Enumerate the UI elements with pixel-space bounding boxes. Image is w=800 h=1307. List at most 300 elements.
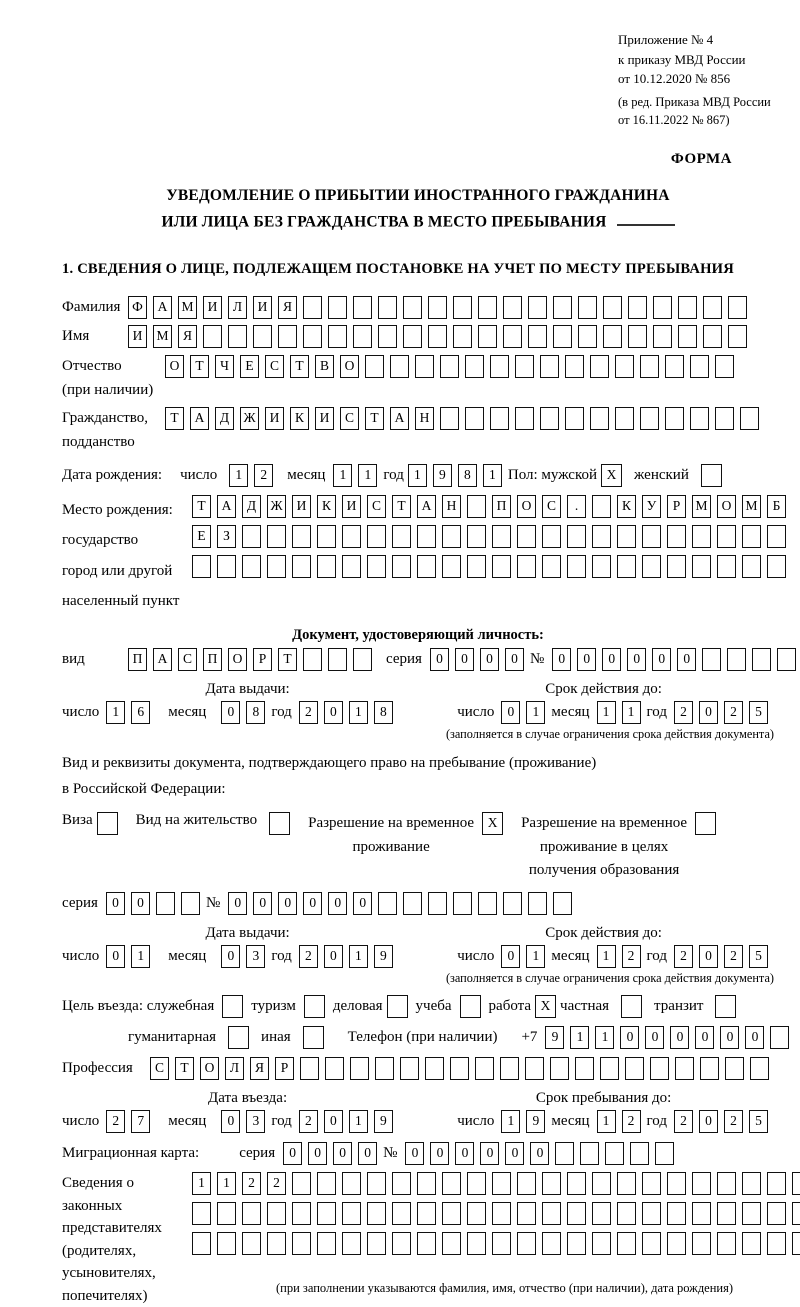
form-cell[interactable] xyxy=(667,1172,686,1195)
form-cell[interactable]: 0 xyxy=(695,1026,714,1049)
form-cell[interactable]: 5 xyxy=(749,701,768,724)
form-cell[interactable] xyxy=(592,495,611,518)
form-cell[interactable] xyxy=(365,355,384,378)
form-cell[interactable]: Т xyxy=(165,407,184,430)
form-cell[interactable] xyxy=(378,296,397,319)
form-cell[interactable]: 0 xyxy=(552,648,571,671)
form-cell[interactable] xyxy=(717,1202,736,1225)
form-cell[interactable]: 2 xyxy=(674,1110,693,1133)
form-cell[interactable] xyxy=(542,1232,561,1255)
form-cell[interactable]: 9 xyxy=(545,1026,564,1049)
form-cell[interactable] xyxy=(728,325,747,348)
form-cell[interactable]: 0 xyxy=(455,648,474,671)
form-cell[interactable] xyxy=(717,1172,736,1195)
form-cell[interactable]: Л xyxy=(228,296,247,319)
form-cell[interactable]: Я xyxy=(178,325,197,348)
form-cell[interactable] xyxy=(400,1057,419,1080)
form-cell[interactable]: С xyxy=(542,495,561,518)
form-cell[interactable]: 0 xyxy=(645,1026,664,1049)
form-cell[interactable]: 9 xyxy=(374,1110,393,1133)
form-cell[interactable] xyxy=(700,1057,719,1080)
form-cell[interactable]: 2 xyxy=(622,1110,641,1133)
form-cell[interactable]: И xyxy=(253,296,272,319)
form-cell[interactable]: С xyxy=(150,1057,169,1080)
form-cell[interactable] xyxy=(442,1172,461,1195)
form-cell[interactable]: 2 xyxy=(674,701,693,724)
form-cell[interactable] xyxy=(492,1202,511,1225)
form-cell[interactable] xyxy=(203,325,222,348)
form-cell[interactable] xyxy=(742,525,761,548)
form-cell[interactable] xyxy=(767,525,786,548)
form-cell[interactable] xyxy=(742,1202,761,1225)
form-cell[interactable]: 0 xyxy=(505,648,524,671)
form-cell[interactable]: 0 xyxy=(505,1142,524,1165)
form-cell[interactable] xyxy=(242,555,261,578)
form-cell[interactable]: Б xyxy=(767,495,786,518)
form-cell[interactable]: 1 xyxy=(597,1110,616,1133)
form-cell[interactable] xyxy=(415,355,434,378)
form-cell[interactable]: И xyxy=(342,495,361,518)
form-cell[interactable]: 5 xyxy=(749,945,768,968)
form-cell[interactable] xyxy=(715,407,734,430)
form-cell[interactable] xyxy=(428,296,447,319)
form-cell[interactable]: Я xyxy=(250,1057,269,1080)
form-cell[interactable] xyxy=(590,407,609,430)
form-cell[interactable] xyxy=(625,1057,644,1080)
form-cell[interactable]: 0 xyxy=(670,1026,689,1049)
form-cell[interactable] xyxy=(752,648,771,671)
form-cell[interactable] xyxy=(417,555,436,578)
form-cell[interactable]: Т xyxy=(290,355,309,378)
form-cell[interactable] xyxy=(567,1202,586,1225)
form-cell[interactable] xyxy=(267,1202,286,1225)
form-cell[interactable] xyxy=(567,1232,586,1255)
form-cell[interactable] xyxy=(517,1202,536,1225)
form-cell[interactable]: 0 xyxy=(405,1142,424,1165)
form-cell[interactable] xyxy=(342,1202,361,1225)
form-cell[interactable] xyxy=(467,1202,486,1225)
form-cell[interactable]: 1 xyxy=(333,464,352,487)
form-cell[interactable]: 0 xyxy=(699,701,718,724)
form-cell[interactable] xyxy=(278,325,297,348)
form-cell[interactable] xyxy=(292,1172,311,1195)
form-cell[interactable] xyxy=(767,555,786,578)
form-cell[interactable] xyxy=(600,1057,619,1080)
form-cell[interactable]: К xyxy=(317,495,336,518)
form-cell[interactable] xyxy=(717,525,736,548)
form-cell[interactable]: 2 xyxy=(299,1110,318,1133)
form-cell[interactable]: 0 xyxy=(353,892,372,915)
form-cell[interactable] xyxy=(692,525,711,548)
form-cell[interactable] xyxy=(317,525,336,548)
form-cell[interactable] xyxy=(417,1172,436,1195)
form-cell[interactable]: И xyxy=(128,325,147,348)
form-cell[interactable]: 1 xyxy=(526,701,545,724)
form-cell[interactable] xyxy=(528,325,547,348)
form-cell[interactable] xyxy=(517,1232,536,1255)
form-cell[interactable]: 0 xyxy=(430,648,449,671)
purpose-business-checkbox[interactable] xyxy=(387,995,408,1018)
form-cell[interactable]: 0 xyxy=(501,701,520,724)
form-cell[interactable] xyxy=(665,407,684,430)
form-cell[interactable]: 0 xyxy=(652,648,671,671)
form-cell[interactable]: О xyxy=(165,355,184,378)
form-cell[interactable] xyxy=(292,1232,311,1255)
form-cell[interactable]: 1 xyxy=(597,945,616,968)
form-cell[interactable] xyxy=(617,525,636,548)
form-cell[interactable] xyxy=(517,555,536,578)
form-cell[interactable] xyxy=(328,648,347,671)
temp-permit-checkbox[interactable]: X xyxy=(482,812,503,835)
form-cell[interactable]: 1 xyxy=(106,701,125,724)
form-cell[interactable]: И xyxy=(265,407,284,430)
form-cell[interactable] xyxy=(642,525,661,548)
form-cell[interactable] xyxy=(442,525,461,548)
form-cell[interactable] xyxy=(192,555,211,578)
form-cell[interactable]: 1 xyxy=(408,464,427,487)
form-cell[interactable]: Ч xyxy=(215,355,234,378)
form-cell[interactable] xyxy=(715,355,734,378)
form-cell[interactable] xyxy=(342,1232,361,1255)
form-cell[interactable]: 1 xyxy=(501,1110,520,1133)
form-cell[interactable] xyxy=(465,355,484,378)
form-cell[interactable] xyxy=(642,555,661,578)
form-cell[interactable]: И xyxy=(203,296,222,319)
form-cell[interactable]: 0 xyxy=(221,701,240,724)
form-cell[interactable] xyxy=(440,407,459,430)
form-cell[interactable]: 0 xyxy=(106,945,125,968)
form-cell[interactable] xyxy=(267,1232,286,1255)
form-cell[interactable] xyxy=(678,325,697,348)
form-cell[interactable]: 2 xyxy=(724,945,743,968)
form-cell[interactable] xyxy=(628,325,647,348)
visa-checkbox[interactable] xyxy=(97,812,118,835)
form-cell[interactable]: 2 xyxy=(106,1110,125,1133)
form-cell[interactable]: 1 xyxy=(192,1172,211,1195)
form-cell[interactable]: В xyxy=(315,355,334,378)
form-cell[interactable]: Т xyxy=(278,648,297,671)
form-cell[interactable] xyxy=(378,892,397,915)
form-cell[interactable] xyxy=(792,1172,800,1195)
form-cell[interactable]: 0 xyxy=(324,701,343,724)
purpose-private-checkbox[interactable] xyxy=(621,995,642,1018)
form-cell[interactable]: 0 xyxy=(324,945,343,968)
form-cell[interactable] xyxy=(467,1232,486,1255)
form-cell[interactable]: Н xyxy=(442,495,461,518)
form-cell[interactable] xyxy=(728,296,747,319)
form-cell[interactable] xyxy=(655,1142,674,1165)
purpose-official-checkbox[interactable] xyxy=(222,995,243,1018)
form-cell[interactable] xyxy=(328,296,347,319)
form-cell[interactable]: 9 xyxy=(526,1110,545,1133)
form-cell[interactable] xyxy=(767,1232,786,1255)
form-cell[interactable] xyxy=(292,525,311,548)
form-cell[interactable]: 8 xyxy=(246,701,265,724)
form-cell[interactable] xyxy=(692,555,711,578)
form-cell[interactable] xyxy=(417,1202,436,1225)
form-cell[interactable]: 1 xyxy=(526,945,545,968)
form-cell[interactable] xyxy=(292,1202,311,1225)
form-cell[interactable] xyxy=(515,407,534,430)
form-cell[interactable]: Т xyxy=(190,355,209,378)
form-cell[interactable] xyxy=(242,525,261,548)
form-cell[interactable]: Я xyxy=(278,296,297,319)
form-cell[interactable]: О xyxy=(228,648,247,671)
form-cell[interactable] xyxy=(642,1202,661,1225)
form-cell[interactable] xyxy=(492,1172,511,1195)
form-cell[interactable] xyxy=(450,1057,469,1080)
form-cell[interactable] xyxy=(453,296,472,319)
form-cell[interactable]: О xyxy=(340,355,359,378)
form-cell[interactable] xyxy=(702,648,721,671)
form-cell[interactable] xyxy=(692,1202,711,1225)
form-cell[interactable] xyxy=(642,1172,661,1195)
form-cell[interactable]: С xyxy=(178,648,197,671)
form-cell[interactable]: 2 xyxy=(242,1172,261,1195)
form-cell[interactable] xyxy=(517,1172,536,1195)
form-cell[interactable] xyxy=(667,1202,686,1225)
form-cell[interactable] xyxy=(228,325,247,348)
form-cell[interactable] xyxy=(750,1057,769,1080)
form-cell[interactable] xyxy=(303,325,322,348)
form-cell[interactable]: 0 xyxy=(278,892,297,915)
form-cell[interactable] xyxy=(642,1232,661,1255)
form-cell[interactable] xyxy=(317,1232,336,1255)
form-cell[interactable] xyxy=(617,1202,636,1225)
form-cell[interactable] xyxy=(777,648,796,671)
form-cell[interactable] xyxy=(465,407,484,430)
form-cell[interactable]: П xyxy=(203,648,222,671)
form-cell[interactable] xyxy=(442,1232,461,1255)
form-cell[interactable] xyxy=(392,1202,411,1225)
form-cell[interactable]: 8 xyxy=(374,701,393,724)
form-cell[interactable]: И xyxy=(292,495,311,518)
form-cell[interactable]: 2 xyxy=(674,945,693,968)
form-cell[interactable] xyxy=(292,555,311,578)
form-cell[interactable] xyxy=(770,1026,789,1049)
form-cell[interactable] xyxy=(553,892,572,915)
form-cell[interactable] xyxy=(717,1232,736,1255)
form-cell[interactable] xyxy=(567,525,586,548)
form-cell[interactable] xyxy=(390,355,409,378)
form-cell[interactable] xyxy=(267,555,286,578)
form-cell[interactable]: 9 xyxy=(433,464,452,487)
residence-permit-checkbox[interactable] xyxy=(269,812,290,835)
form-cell[interactable] xyxy=(467,1172,486,1195)
form-cell[interactable] xyxy=(565,407,584,430)
form-cell[interactable] xyxy=(492,1232,511,1255)
form-cell[interactable] xyxy=(603,296,622,319)
edu-permit-checkbox[interactable] xyxy=(695,812,716,835)
form-cell[interactable] xyxy=(717,555,736,578)
form-cell[interactable] xyxy=(740,407,759,430)
form-cell[interactable] xyxy=(580,1142,599,1165)
form-cell[interactable]: И xyxy=(315,407,334,430)
form-cell[interactable] xyxy=(653,325,672,348)
form-cell[interactable] xyxy=(353,325,372,348)
form-cell[interactable]: 0 xyxy=(480,1142,499,1165)
purpose-other-checkbox[interactable] xyxy=(303,1026,324,1049)
form-cell[interactable]: М xyxy=(153,325,172,348)
form-cell[interactable] xyxy=(192,1232,211,1255)
form-cell[interactable]: 1 xyxy=(622,701,641,724)
form-cell[interactable] xyxy=(605,1142,624,1165)
form-cell[interactable] xyxy=(492,525,511,548)
form-cell[interactable] xyxy=(440,355,459,378)
form-cell[interactable]: К xyxy=(617,495,636,518)
form-cell[interactable] xyxy=(565,355,584,378)
form-cell[interactable]: 7 xyxy=(131,1110,150,1133)
form-cell[interactable]: 0 xyxy=(627,648,646,671)
form-cell[interactable]: Т xyxy=(365,407,384,430)
form-cell[interactable] xyxy=(417,525,436,548)
form-cell[interactable] xyxy=(525,1057,544,1080)
form-cell[interactable]: 1 xyxy=(217,1172,236,1195)
form-cell[interactable] xyxy=(742,1172,761,1195)
form-cell[interactable] xyxy=(640,407,659,430)
form-cell[interactable] xyxy=(792,1202,800,1225)
form-cell[interactable]: 0 xyxy=(303,892,322,915)
form-cell[interactable] xyxy=(367,1172,386,1195)
form-cell[interactable] xyxy=(678,296,697,319)
form-cell[interactable]: 0 xyxy=(283,1142,302,1165)
form-cell[interactable]: 0 xyxy=(530,1142,549,1165)
form-cell[interactable] xyxy=(267,525,286,548)
form-cell[interactable] xyxy=(567,1172,586,1195)
form-cell[interactable]: 1 xyxy=(349,945,368,968)
form-cell[interactable] xyxy=(492,555,511,578)
form-cell[interactable]: 0 xyxy=(455,1142,474,1165)
form-cell[interactable] xyxy=(540,407,559,430)
form-cell[interactable]: П xyxy=(128,648,147,671)
sex-female-checkbox[interactable] xyxy=(701,464,722,487)
form-cell[interactable]: М xyxy=(692,495,711,518)
purpose-tourism-checkbox[interactable] xyxy=(304,995,325,1018)
form-cell[interactable]: 9 xyxy=(374,945,393,968)
form-cell[interactable] xyxy=(478,296,497,319)
form-cell[interactable]: Д xyxy=(242,495,261,518)
form-cell[interactable]: Е xyxy=(240,355,259,378)
form-cell[interactable] xyxy=(542,555,561,578)
form-cell[interactable] xyxy=(253,325,272,348)
form-cell[interactable] xyxy=(428,325,447,348)
form-cell[interactable] xyxy=(615,407,634,430)
form-cell[interactable] xyxy=(727,648,746,671)
form-cell[interactable]: 2 xyxy=(622,945,641,968)
form-cell[interactable] xyxy=(617,1232,636,1255)
form-cell[interactable] xyxy=(575,1057,594,1080)
form-cell[interactable] xyxy=(692,1232,711,1255)
form-cell[interactable] xyxy=(442,555,461,578)
form-cell[interactable] xyxy=(542,1172,561,1195)
form-cell[interactable] xyxy=(553,325,572,348)
form-cell[interactable]: 2 xyxy=(267,1172,286,1195)
form-cell[interactable]: 3 xyxy=(246,1110,265,1133)
form-cell[interactable] xyxy=(690,407,709,430)
form-cell[interactable] xyxy=(367,525,386,548)
form-cell[interactable]: 2 xyxy=(254,464,273,487)
form-cell[interactable] xyxy=(342,1172,361,1195)
form-cell[interactable] xyxy=(375,1057,394,1080)
form-cell[interactable]: Т xyxy=(392,495,411,518)
form-cell[interactable]: Л xyxy=(225,1057,244,1080)
form-cell[interactable] xyxy=(528,296,547,319)
form-cell[interactable]: 5 xyxy=(749,1110,768,1133)
form-cell[interactable]: 2 xyxy=(724,701,743,724)
form-cell[interactable] xyxy=(303,296,322,319)
form-cell[interactable] xyxy=(665,355,684,378)
form-cell[interactable] xyxy=(540,355,559,378)
form-cell[interactable] xyxy=(442,1202,461,1225)
form-cell[interactable] xyxy=(550,1057,569,1080)
form-cell[interactable] xyxy=(325,1057,344,1080)
form-cell[interactable]: 0 xyxy=(106,892,125,915)
form-cell[interactable]: С xyxy=(265,355,284,378)
form-cell[interactable] xyxy=(367,1202,386,1225)
form-cell[interactable] xyxy=(428,892,447,915)
form-cell[interactable] xyxy=(317,555,336,578)
form-cell[interactable] xyxy=(542,525,561,548)
form-cell[interactable]: С xyxy=(340,407,359,430)
form-cell[interactable] xyxy=(217,555,236,578)
form-cell[interactable] xyxy=(690,355,709,378)
form-cell[interactable] xyxy=(367,1232,386,1255)
form-cell[interactable] xyxy=(592,525,611,548)
form-cell[interactable] xyxy=(192,1202,211,1225)
form-cell[interactable] xyxy=(328,325,347,348)
form-cell[interactable] xyxy=(453,325,472,348)
form-cell[interactable] xyxy=(467,525,486,548)
form-cell[interactable]: 0 xyxy=(602,648,621,671)
form-cell[interactable] xyxy=(367,555,386,578)
form-cell[interactable]: 0 xyxy=(228,892,247,915)
purpose-work-checkbox[interactable]: X xyxy=(535,995,556,1018)
form-cell[interactable] xyxy=(742,1232,761,1255)
form-cell[interactable]: Ж xyxy=(240,407,259,430)
form-cell[interactable]: А xyxy=(390,407,409,430)
form-cell[interactable] xyxy=(667,1232,686,1255)
form-cell[interactable]: 1 xyxy=(570,1026,589,1049)
form-cell[interactable] xyxy=(181,892,200,915)
form-cell[interactable] xyxy=(615,355,634,378)
form-cell[interactable]: 0 xyxy=(253,892,272,915)
form-cell[interactable] xyxy=(567,555,586,578)
purpose-transit-checkbox[interactable] xyxy=(715,995,736,1018)
form-cell[interactable]: 0 xyxy=(221,1110,240,1133)
form-cell[interactable]: 0 xyxy=(221,945,240,968)
form-cell[interactable] xyxy=(617,555,636,578)
form-cell[interactable]: П xyxy=(492,495,511,518)
form-cell[interactable] xyxy=(156,892,175,915)
form-cell[interactable] xyxy=(592,1172,611,1195)
form-cell[interactable] xyxy=(378,325,397,348)
form-cell[interactable]: 0 xyxy=(328,892,347,915)
form-cell[interactable] xyxy=(667,555,686,578)
form-cell[interactable] xyxy=(242,1202,261,1225)
purpose-study-checkbox[interactable] xyxy=(460,995,481,1018)
form-cell[interactable]: 0 xyxy=(699,945,718,968)
form-cell[interactable] xyxy=(217,1202,236,1225)
form-cell[interactable]: О xyxy=(200,1057,219,1080)
form-cell[interactable]: 3 xyxy=(246,945,265,968)
form-cell[interactable] xyxy=(403,296,422,319)
form-cell[interactable]: М xyxy=(742,495,761,518)
form-cell[interactable]: 1 xyxy=(229,464,248,487)
form-cell[interactable] xyxy=(403,892,422,915)
form-cell[interactable] xyxy=(475,1057,494,1080)
form-cell[interactable]: 1 xyxy=(131,945,150,968)
form-cell[interactable]: 0 xyxy=(677,648,696,671)
